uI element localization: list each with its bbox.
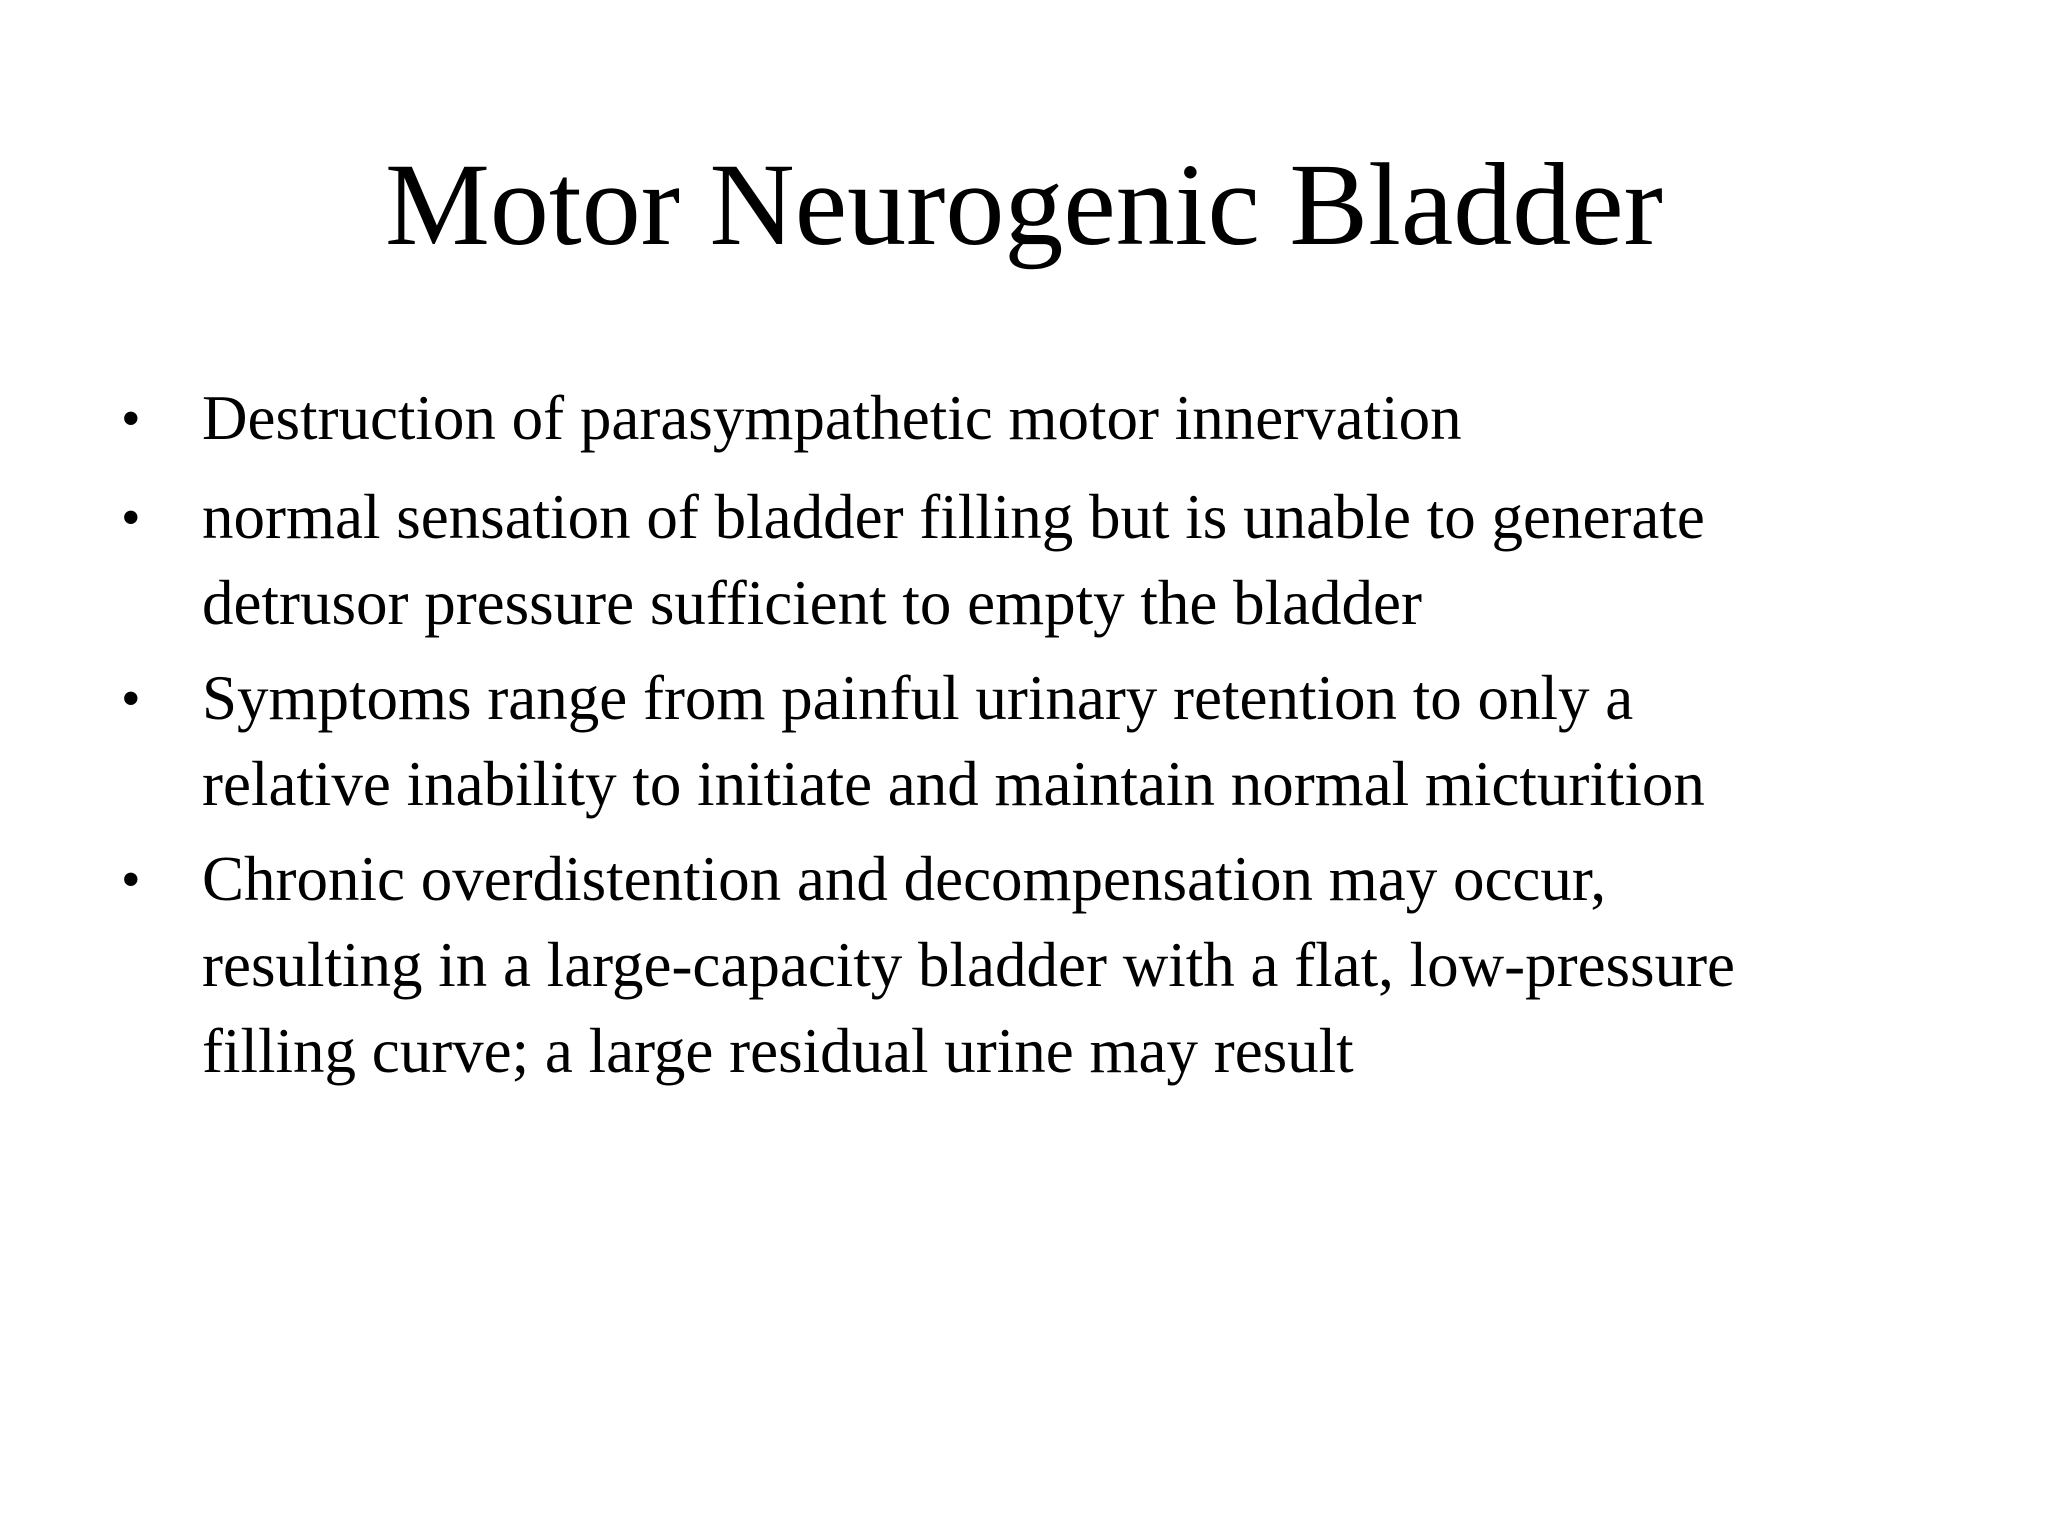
bullet-line: filling curve; a large residual urine may result bbox=[202, 1016, 1354, 1086]
bullet-icon: • bbox=[121, 668, 141, 730]
bullet-line: resulting in a large-capacity bladder with a flat, low-pressure bbox=[202, 930, 1736, 1000]
bullet-line: Chronic overdistention and decompensation may occur, bbox=[202, 844, 1607, 914]
bullet-icon: • bbox=[121, 388, 141, 450]
bullet-line: relative inability to initiate and maintain normal micturition bbox=[202, 749, 1705, 819]
bullet-text bbox=[202, 836, 1922, 1094]
bullet-line: Symptoms range from painful urinary retention to only a bbox=[202, 663, 1634, 733]
bullet-line: detrusor pressure sufficient to empty the bladder bbox=[202, 568, 1422, 638]
bullet-text bbox=[202, 375, 1922, 461]
bullet-icon: • bbox=[121, 487, 141, 549]
bullet-line: Destruction of parasympathetic motor innervation bbox=[202, 383, 1462, 453]
bullet-text bbox=[202, 474, 1922, 646]
bullet-icon: • bbox=[121, 849, 141, 911]
slide-title: Motor Neurogenic Bladder bbox=[385, 139, 1663, 270]
bullet-line: normal sensation of bladder filling but is unable to generate bbox=[202, 482, 1705, 552]
bullet-text bbox=[202, 655, 1922, 827]
